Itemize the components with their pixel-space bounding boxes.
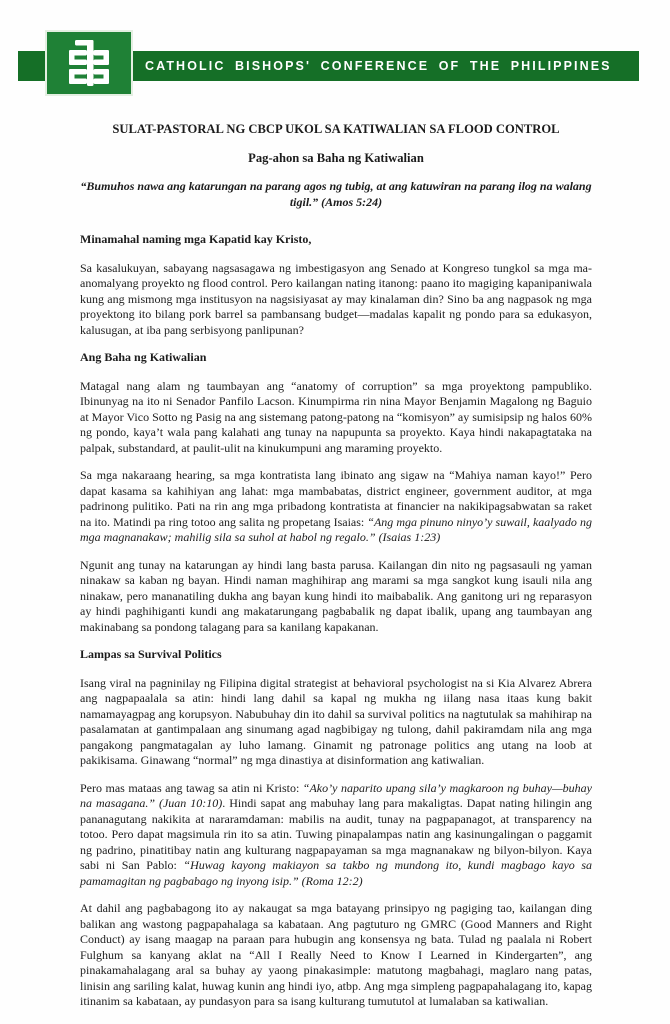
section-heading: Ang Baha ng Katiwalian (80, 350, 207, 364)
text-run: Ngunit ang tunay na katarungan ay hindi lang basta parusa. Kailangan din nito ng pagsasauli ng yaman ninakaw sa kaban ng bayan. Hindi naman maghihirap ang marami sa mga sangkot kung isauli nila ang ninakaw, pero mananatiling dukha ang bayan kung hindi ito maibabalik. Ang ganitong uri ng reparasyon ay hindi paghihiganti kundi ang makatarungang pagbabalik ng dapat ibalik, upang ang taumbayan ang makinabang sa pondong talagang para sa kanilang kapakanan. (80, 557, 592, 634)
section-heading: Lampas sa Survival Politics (80, 647, 222, 661)
text-run: “Ako’y naparito upang sila’y magkaroon ng buhay—buhay na masagana.” (Juan 10:10) (80, 780, 592, 810)
text-run: Sa kasalukuyan, sabayang nagsasagawa ng imbestigasyon ang Senado at Kongreso tungkol sa mga ma-anomalyang proyekto ng flood control. Pero kailangan nating itanong: paano ito magiging kapanipaniwala kung ang mismong mga institusyon na nagsisiyasat ay may kinalaman din? Sino ba ang nagpasok ng mga proyektong ito bilang pork barrel sa pambansang budget—madalas kapalit ng pondo para sa edukasyon, kalusugan, at iba pang serbisyong panlipunan? (80, 260, 592, 337)
text-run: . Hindi sapat ang mabuhay lang para makaligtas. Dapat nating hilingin ang pananagutang nakikita at nararamdaman: mabilis na audit, tunay na pagpapanagot, at transparency na totoo. Pero dapat magsimula rin ito sa atin. Tuwing pinapalampas natin ang kasinungalingan o paggamit ng padrino, pinatitibay natin ang kulturang nagpapayaman sa mga magnanakaw ng bilyon-bilyon. Kaya sabi ni San Pablo: (80, 796, 593, 872)
body-paragraph (80, 261, 592, 339)
org-name: CATHOLIC BISHOPS' CONFERENCE OF THE PHILIPPINES (145, 59, 612, 73)
document-salutation: Minamahal naming mga Kapatid kay Kristo, (80, 232, 312, 246)
document-subtitle: Pag-ahon sa Baha ng Katiwalian (248, 150, 424, 165)
text-run: Isang viral na pagninilay ng Filipina digital strategist at behavioral psychologist na si Kia Alvarez Abrera ang nagpapaalala sa atin: hindi lang dahil sa kapal ng mukha ng iilang nasa itaas kung bakit namamayagpag ang korupsyon. Nabubuhay din ito dahil sa survival politics na nagtutulak sa mahihirap na pasalamatan at gantimpalaan ang sinumang agad nagbibigay ng tulong, dahil pakiramdam nila ang mga pangakong pangmatagalan ay luho lamang. Ginamit ng patronage politics ang utang na loob at pakikisama. Ginawang “normal” ng mga dinastiya at disinformation ang katiwalian. (80, 675, 592, 767)
body-paragraph (80, 901, 592, 1010)
body-paragraph (80, 781, 592, 890)
text-run: Matagal nang alam ng taumbayan ang “anatomy of corruption” sa mga proyektong pampubliko. Ibinunyag na ito ni Senador Panfilo Lacson. Kinumpirma rin nina Mayor Benjamin Magalong ng Baguio at Mayor Vico Sotto ng Pasig na ang sistemang patong-patong na “komisyon” ay sumisipsip ng halos 60% ng pondo, kaya’t wala pang kalahati ang tunay na napupunta sa proyekto. Kaya hindi nakapagtataka na palpak, substandard, at paulit-ulit na kinukumpuni ang maraming proyekto. (80, 378, 592, 455)
document-body (80, 122, 592, 1022)
text-run: “Ang mga pinuno ninyo’y suwail, kaalyado ng mga magnanakaw; mahilig sila sa suhol at habol ng regalo.” (Isaias 1:23) (80, 514, 592, 544)
body-paragraph (80, 558, 592, 636)
text-run: “Huwag kayong makiayon sa takbo ng mundong ito, kundi magbago kayo sa pamamagitan ng pagbabago ng inyong isip.” (Roma 12:2) (80, 858, 592, 888)
document-epigraph: “Bumuhos nawa ang katarungan na parang agos ng tubig, at ang katuwiran na parang ilog na walang tigil.” (Amos 5:24) (80, 179, 592, 209)
body-paragraph (80, 379, 592, 457)
text-run: Sa mga nakaraang hearing, sa mga kontratista lang ibinato ang sigaw na “Mahiya naman kayo!” Pero dapat kasama sa kahihiyan ang lahat: mga mambabatas, district engineer, government auditor, at mga padrinong pulitiko. Pati na rin ang mga pribadong kontratista at financier na nakikipagsabwatan sa raket na ito. Matindi pa ring totoo ang salita ng propetang Isaias: (80, 468, 592, 529)
document-title: SULAT-PASTORAL NG CBCP UKOL SA KATIWALIAN SA FLOOD CONTROL (112, 122, 560, 136)
text-run: At dahil ang pagbabagong ito ay nakaugat sa mga batayang prinsipyo ng pagiging tao, kailangan ding balikan ang wastong pagpapahalaga sa kabataan. Ang pagtuturo ng GMRC (Good Manners and Right Conduct) ay isang maagap na paraan para hubugin ang konsensya ng bata. Tulad ng paalala ni Robert Fulghum sa kanyang aklat na “All I Really Need to Know I Learned in Kindergarten”, ang pinakamahalagang aral sa buhay ay yaong pinakasimple: matutong magbahagi, maglaro nang patas, linisin ang sariling kalat, huwag kunin ang hindi iyo, atbp. Ang mga simpleng pagpapahalagang ito, kapag itinanim sa kabataan, ay pundasyon para sa isang kulturang tumututol at lumalaban sa katiwalian. (80, 901, 592, 1008)
body-paragraph (80, 676, 592, 769)
text-run: Pero mas mataas ang tawag sa atin ni Kristo: (80, 780, 303, 795)
body-paragraph (80, 468, 592, 546)
cbcp-logo (45, 30, 133, 96)
cbcp-monogram-icon (64, 35, 114, 91)
